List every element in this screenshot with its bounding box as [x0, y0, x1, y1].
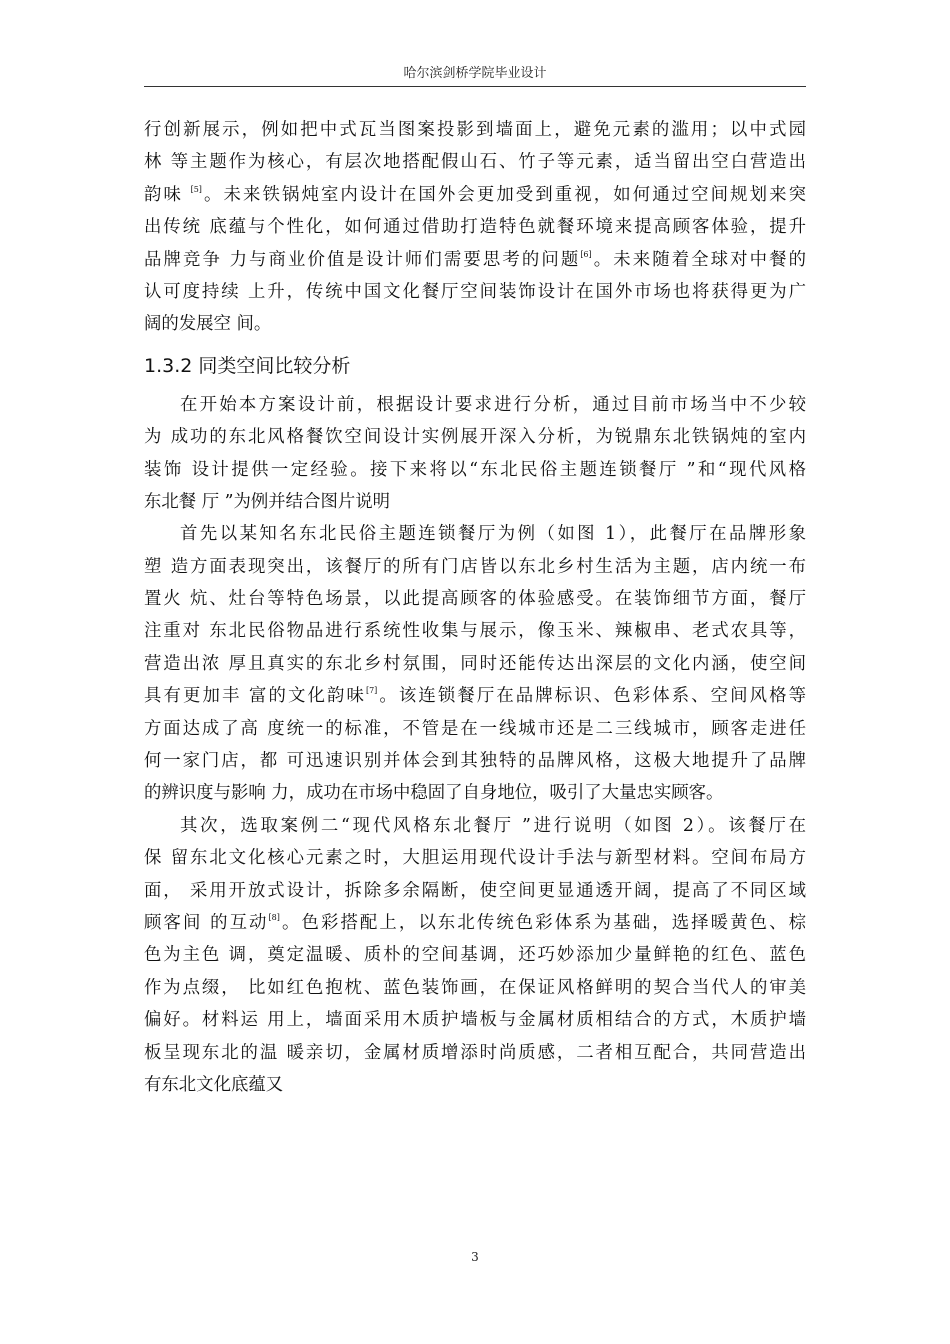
text-line: 林 等主题作为核心，有层次地搭配假山石、竹子等元素，适当留出空白营造出	[144, 152, 806, 173]
document-body	[144, 114, 806, 1101]
text-line: 板呈现东北的温 暖亲切，金属材质增添时尚质感，二者相互配合，共同营造出	[144, 1042, 806, 1063]
page-number: 3	[471, 1250, 479, 1264]
text-span: 。该连锁餐厅在品牌标识、色彩体系、空间风格等	[377, 686, 806, 707]
text-span: 。未来随着全球对中餐的	[591, 249, 806, 270]
text-line	[144, 907, 806, 939]
text-span: 品牌竞争 力与商业价值是设计师们需要思考的问题	[144, 249, 581, 270]
text-line: 其次，选取案例二“现代风格东北餐厅 ”进行说明（如图 2）。该餐厅在	[180, 815, 806, 836]
text-line: 首先以某知名东北民俗主题连锁餐厅为例（如图 1），此餐厅在品牌形象	[180, 524, 806, 545]
text-line: 方面达成了高 度统一的标准，不管是在一线城市还是二三线城市，顾客走进任	[144, 718, 806, 739]
text-line: 偏好。材料运 用上，墙面采用木质护墙板与金属材质相结合的方式，木质护墙	[144, 1010, 806, 1031]
text-line: 出传统 底蕴与个性化，如何通过借助打造特色就餐环境来提高顾客体验，提升	[144, 217, 806, 238]
text-line: 东北餐 厅 ”为例并结合图片说明	[144, 491, 391, 512]
text-line: 色为主色 调，奠定温暖、质朴的空间基调，还巧妙添加少量鲜艳的红色、蓝色	[144, 945, 806, 966]
text-line: 置火 炕、灶台等特色场景，以此提高顾客的体验感受。在装饰细节方面，餐厅	[144, 589, 806, 610]
citation-ref: [6]	[580, 249, 592, 259]
text-line: 何一家门店，都 可迅速识别并体会到其独特的品牌风格，这极大地提升了品牌	[144, 751, 806, 772]
section-heading: 1.3.2 同类空间比较分析	[144, 354, 351, 377]
text-line: 的辨识度与影响 力，成功在市场中稳固了自身地位，吸引了大量忠实顾客。	[144, 783, 724, 804]
text-line: 作为点缀， 比如红色抱枕、蓝色装饰画，在保证风格鲜明的契合当代人的审美	[144, 977, 806, 998]
text-line: 认可度持续 上升，传统中国文化餐厅空间装饰设计在国外市场也将获得更为广	[144, 281, 806, 302]
text-line	[144, 680, 806, 712]
text-line: 在开始本方案设计前，根据设计要求进行分析，通过目前市场当中不少较	[180, 394, 806, 415]
text-span: 。色彩搭配上，以东北传统色彩体系为基础，选择暖黄色、棕	[279, 912, 806, 933]
citation-ref: [5]	[190, 184, 202, 194]
paragraph-1	[144, 114, 806, 341]
text-line: 注重对 东北民俗物品进行系统性收集与展示，像玉米、辣椒串、老式农具等，	[144, 621, 806, 642]
text-line: 阔的发展空 间。	[144, 314, 272, 335]
text-line: 塑 造方面表现突出，该餐厅的所有门店皆以东北乡村生活为主题，店内统一布	[144, 556, 806, 577]
paragraph-4	[144, 810, 806, 1102]
header-divider	[144, 86, 806, 87]
text-line: 为 成功的东北风格餐饮空间设计实例展开深入分析，为锐鼎东北铁锅炖的室内	[144, 427, 806, 448]
text-line	[144, 179, 806, 211]
citation-ref: [8]	[268, 912, 280, 922]
page-header: 哈尔滨剑桥学院毕业设计	[403, 66, 547, 81]
paragraph-3	[144, 518, 806, 810]
citation-ref: [7]	[365, 686, 378, 696]
text-line: 装饰 设计提供一定经验。接下来将以“东北民俗主题连锁餐厅 ”和“现代风格	[144, 459, 806, 480]
text-line: 有东北文化底蕴又	[144, 1074, 284, 1095]
text-span: 韵味	[144, 184, 191, 205]
text-line: 保 留东北文化核心元素之时，大胆运用现代设计手法与新型材料。空间布局方	[144, 848, 806, 869]
text-line: 行创新展示，例如把中式瓦当图案投影到墙面上，避免元素的滥用；以中式园	[144, 120, 806, 140]
paragraph-2	[144, 389, 806, 519]
text-span: 顾客间 的互动	[144, 912, 269, 933]
text-line	[144, 244, 806, 276]
text-span: 具有更加丰 富的文化韵味	[144, 686, 366, 707]
text-line: 面， 采用开放式设计，拆除多余隔断，使空间更显通透开阔，提高了不同区域	[144, 880, 806, 901]
text-line: 营造出浓 厚且真实的东北乡村氛围，同时还能传达出深层的文化内涵，使空间	[144, 653, 806, 674]
text-span: 。未来铁锅炖室内设计在国外会更加受到重视，如何通过空间规划来突	[201, 184, 806, 205]
